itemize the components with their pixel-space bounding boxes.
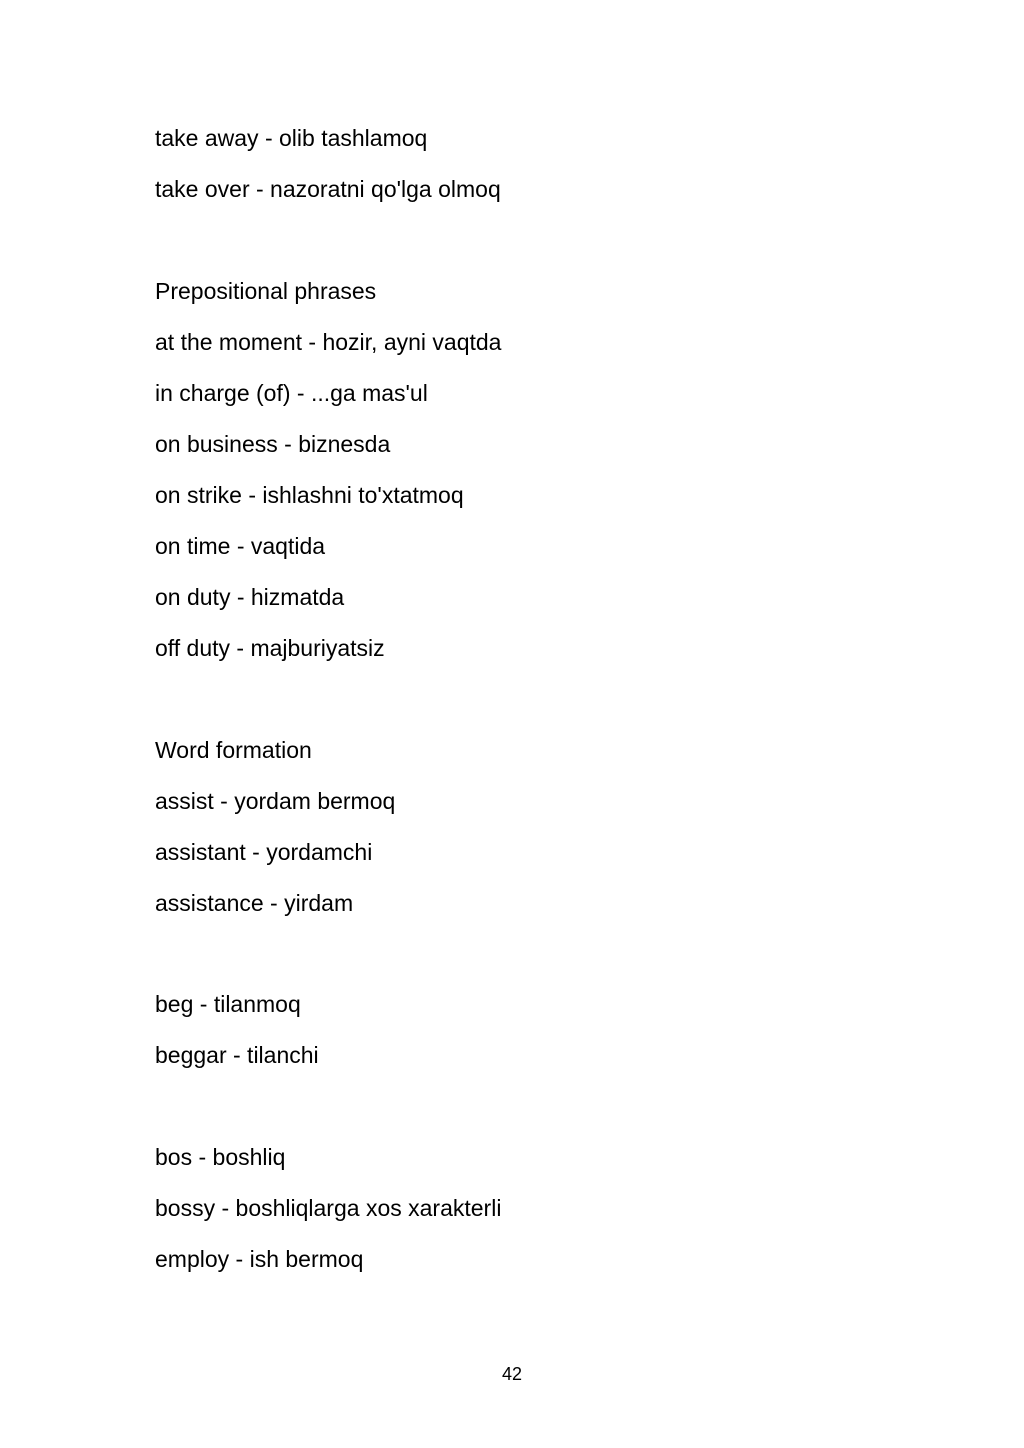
- vocab-entry-beggar: beggar - tilanchi: [155, 1042, 319, 1068]
- vocab-entry-bossy: bossy - boshliqlarga xos xarakterli: [155, 1195, 502, 1221]
- vocab-entry-at-the-moment: at the moment - hozir, ayni vaqtda: [155, 329, 502, 355]
- vocab-entry-on-strike: on strike - ishlashni to'xtatmoq: [155, 482, 464, 508]
- vocab-entry-beg: beg - tilanmoq: [155, 991, 301, 1017]
- section-heading-prepositional-phrases: Prepositional phrases: [155, 278, 377, 304]
- page-number: 42: [501, 1364, 523, 1384]
- vocab-entry-on-business: on business - biznesda: [155, 431, 391, 457]
- vocab-entry-assistant: assistant - yordamchi: [155, 839, 373, 865]
- section-heading-word-formation: Word formation: [155, 737, 312, 763]
- vocab-entry-in-charge: in charge (of) - ...ga mas'ul: [155, 380, 428, 406]
- vocab-entry-assistance: assistance - yirdam: [155, 890, 354, 916]
- vocab-entry-on-time: on time - vaqtida: [155, 533, 326, 559]
- vocab-entry-take-away: take away - olib tashlamoq: [155, 125, 428, 151]
- vocab-entry-employ: employ - ish bermoq: [155, 1246, 364, 1272]
- vocab-entry-bos: bos - boshliq: [155, 1144, 286, 1170]
- vocab-entry-assist: assist - yordam bermoq: [155, 788, 396, 814]
- vocab-entry-on-duty: on duty - hizmatda: [155, 584, 345, 610]
- vocab-entry-take-over: take over - nazoratni qo'lga olmoq: [155, 176, 501, 202]
- vocab-entry-off-duty: off duty - majburiyatsiz: [155, 635, 385, 661]
